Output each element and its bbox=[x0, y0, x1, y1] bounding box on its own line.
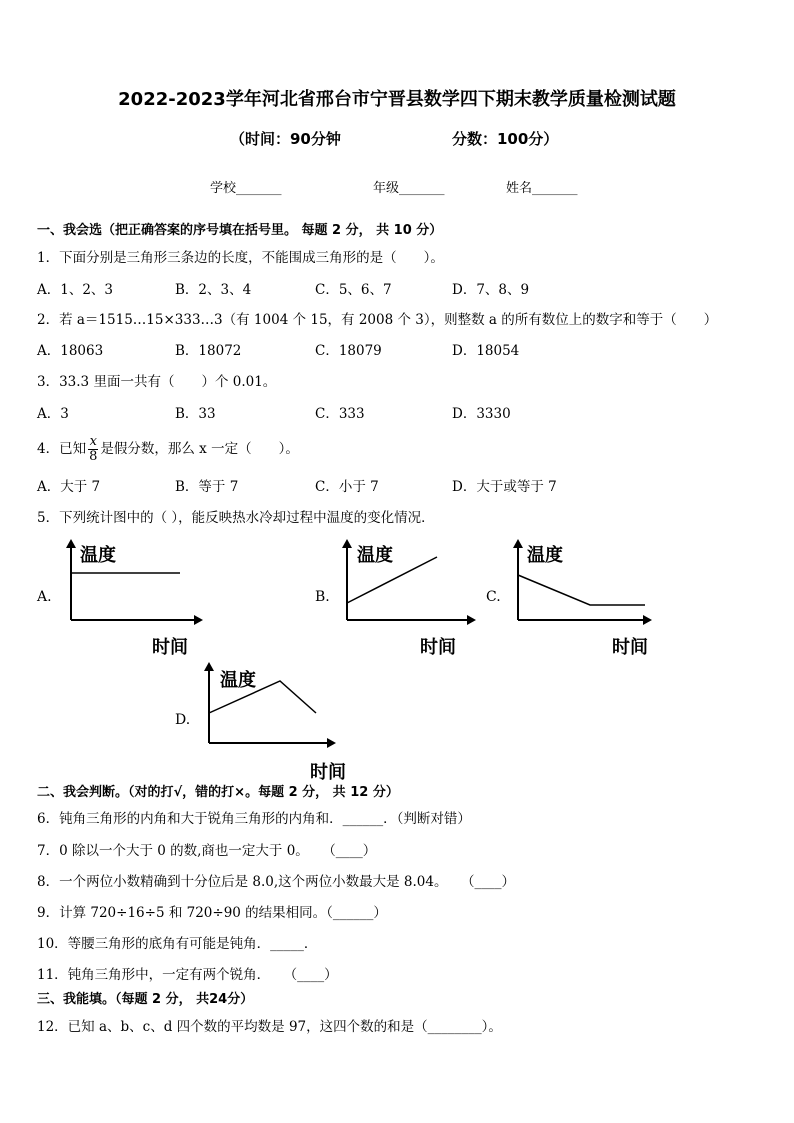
chart-b-label: B. bbox=[315, 589, 330, 605]
option-d: D．7、8、9 bbox=[452, 282, 530, 298]
question-stem: 11．钝角三角形中，一定有两个锐角． （____） bbox=[37, 967, 338, 983]
question-stem: 5．下列统计图中的（ ），能反映热水冷却过程中温度的变化情况． bbox=[37, 510, 435, 526]
section-heading: 二、我会判断。（对的打√，错的打×。每题 2 分， 共 12 分） bbox=[37, 785, 399, 800]
chart-c bbox=[507, 536, 659, 662]
question-stem: 1．下面分别是三角形三条边的长度，不能围成三角形的是（ ）。 bbox=[37, 250, 444, 266]
option-a: A．大于 7 bbox=[37, 479, 101, 495]
option-d: D．18054 bbox=[452, 343, 520, 359]
temperature-line bbox=[518, 575, 645, 605]
school-field: 学校_______ bbox=[210, 181, 282, 196]
option-b: B．等于 7 bbox=[175, 479, 239, 495]
option-c: C．5、6、7 bbox=[315, 282, 392, 298]
exam-score: 分数：100分） bbox=[452, 130, 559, 148]
fraction-denominator: 8 bbox=[89, 449, 98, 464]
question-stem bbox=[37, 435, 299, 464]
option-b: B．18072 bbox=[175, 343, 242, 359]
option-a: A．1、2、3 bbox=[37, 282, 114, 298]
chart-d bbox=[198, 660, 350, 786]
y-axis-label: 温度 bbox=[80, 545, 116, 566]
y-axis-arrow bbox=[342, 539, 352, 548]
chart-b bbox=[336, 536, 486, 662]
y-axis-arrow bbox=[513, 539, 523, 548]
y-axis-label: 温度 bbox=[527, 545, 563, 566]
option-a: A．18063 bbox=[37, 343, 104, 359]
section-heading: 一、我会选（把正确答案的序号填在括号里。 每题 2 分， 共 10 分） bbox=[37, 223, 443, 238]
fraction bbox=[88, 435, 98, 464]
y-axis-arrow bbox=[204, 662, 214, 671]
stem-prefix: 4．已知 bbox=[37, 441, 87, 457]
question-stem: 8．一个两位小数精确到十分位后是 8.0,这个两位小数最大是 8.04。 （____） bbox=[37, 874, 515, 890]
x-axis-label: 时间 bbox=[420, 637, 456, 658]
option-b: B．33 bbox=[175, 406, 216, 422]
x-axis-label: 时间 bbox=[310, 762, 346, 783]
option-d: D．3330 bbox=[452, 406, 511, 422]
question-stem: 7．0 除以一个大于 0 的数,商也一定大于 0。 （____） bbox=[37, 843, 377, 859]
x-axis-arrow bbox=[327, 738, 336, 748]
grade-field: 年级_______ bbox=[373, 181, 445, 196]
fraction-numerator: x bbox=[89, 434, 97, 449]
y-axis-label: 温度 bbox=[220, 670, 256, 691]
option-b: B．2、3、4 bbox=[175, 282, 252, 298]
x-axis-arrow bbox=[194, 615, 203, 625]
option-c: C．18079 bbox=[315, 343, 382, 359]
name-field: 姓名_______ bbox=[506, 181, 578, 196]
chart-c-label: C. bbox=[486, 589, 501, 605]
question-stem: 3．33.3 里面一共有（ ）个 0.01。 bbox=[37, 374, 277, 390]
option-c: C．333 bbox=[315, 406, 365, 422]
exam-time: （时间：90分钟 bbox=[230, 130, 341, 148]
question-stem: 2．若 a＝1515…15×333…3（有 1004 个 15，有 2008 个 3），则整数 a 的所有数位上的数字和等于（ ） bbox=[37, 312, 718, 328]
option-d: D．大于或等于 7 bbox=[452, 479, 557, 495]
question-stem: 6．钝角三角形的内角和大于锐角三角形的内角和．______．（判断对错） bbox=[37, 811, 471, 827]
x-axis-arrow bbox=[643, 615, 652, 625]
x-axis-label: 时间 bbox=[612, 637, 648, 658]
x-axis-label: 时间 bbox=[152, 637, 188, 658]
chart-a-label: A. bbox=[37, 589, 52, 605]
chart-d-label: D. bbox=[175, 712, 191, 728]
question-stem: 12．已知 a、b、c、d 四个数的平均数是 97，这四个数的和是（________）。 bbox=[37, 1019, 502, 1035]
x-axis-arrow bbox=[467, 615, 476, 625]
page-title: 2022-2023学年河北省邢台市宁晋县数学四下期末教学质量检测试题 bbox=[118, 89, 676, 110]
stem-suffix: 是假分数，那么 x 一定（ ）。 bbox=[100, 441, 299, 457]
question-stem: 9．计算 720÷16÷5 和 720÷90 的结果相同。（______） bbox=[37, 905, 387, 921]
option-a: A．3 bbox=[37, 406, 69, 422]
y-axis-arrow bbox=[66, 539, 76, 548]
section-heading: 三、我能填。（每题 2 分， 共24分） bbox=[37, 992, 254, 1007]
option-c: C．小于 7 bbox=[315, 479, 379, 495]
question-stem: 10．等腰三角形的底角有可能是钝角．_____． bbox=[37, 936, 318, 952]
y-axis-label: 温度 bbox=[357, 545, 393, 566]
chart-a bbox=[60, 536, 210, 662]
